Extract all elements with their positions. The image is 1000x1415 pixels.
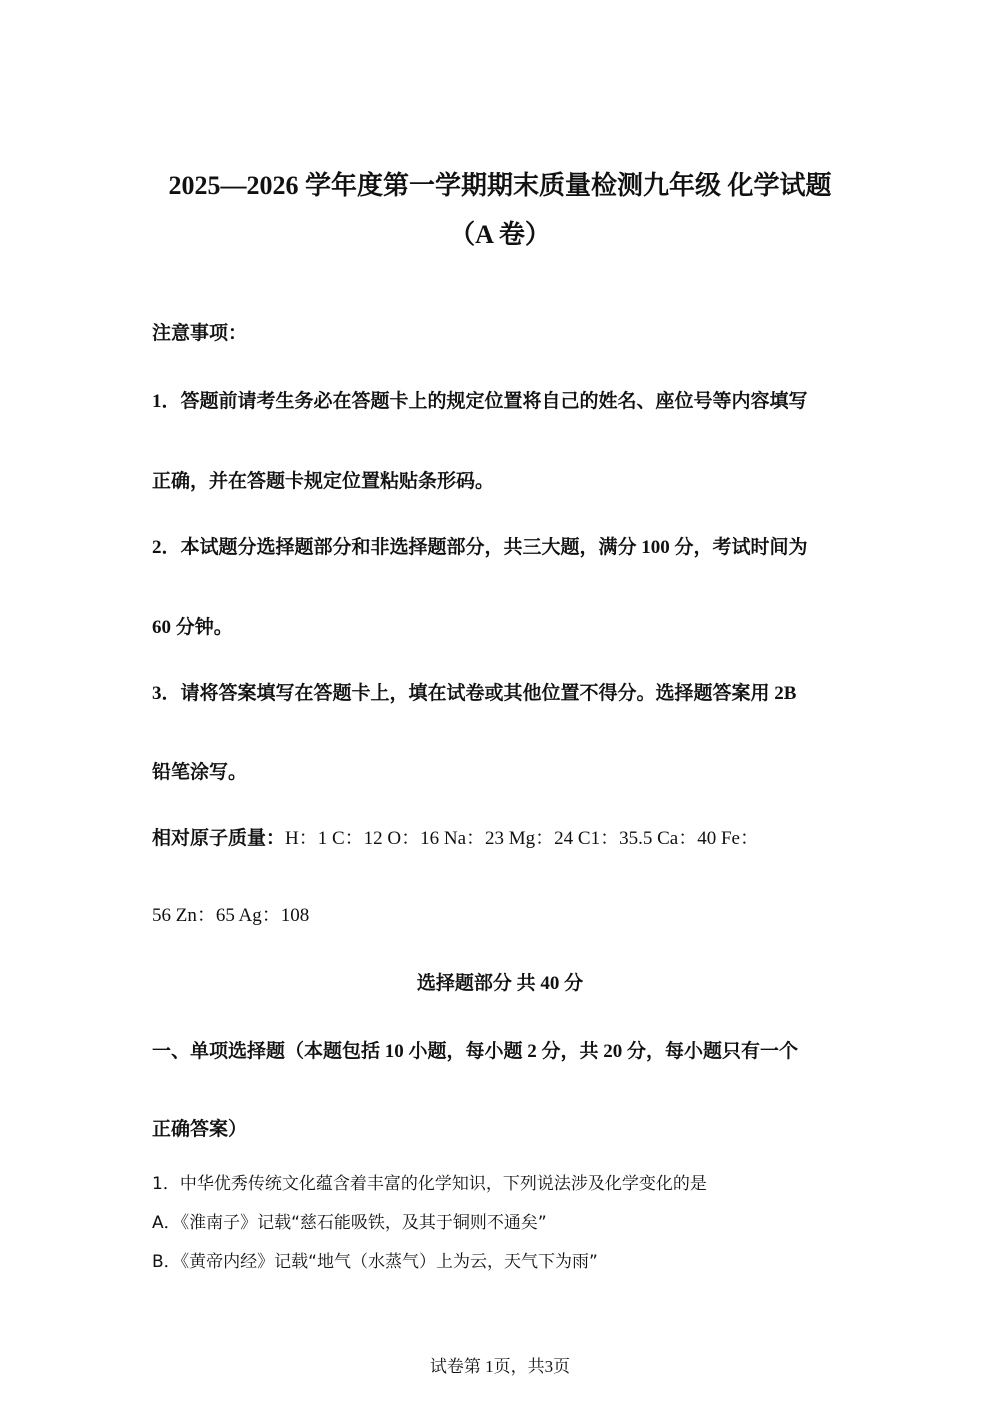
notice-item-2-line-1: 2．本试题分选择题部分和非选择题部分，共三大题，满分 100 分，考试时间为	[152, 537, 808, 558]
atomic-mass-label: 相对原子质量：	[152, 828, 286, 849]
notice-item-1-line-1: 1．答题前请考生务必在答题卡上的规定位置将自己的姓名、座位号等内容填写	[152, 391, 808, 412]
atomic-mass-values-1: H：1 C：12 O：16 Na：23 Mg：24 C1：35.5 Ca：40 Fe：	[285, 828, 759, 849]
part-1-heading-line-2: 正确答案）	[152, 1119, 248, 1140]
atomic-mass-values-2: 56 Zn：65 Ag：108	[152, 905, 310, 926]
question-1-option-a: A．《淮南子》记载“慈石能吸铁，及其于铜则不通矣”	[152, 1213, 547, 1233]
notice-heading: 注意事项：	[152, 323, 248, 344]
page-footer: 试卷第 1页，共3页	[429, 1357, 571, 1376]
notice-item-3-line-2: 铅笔涂写。	[152, 762, 248, 783]
exam-title: 2025—2026 学年度第一学期期末质量检测九年级 化学试题	[168, 171, 832, 200]
notice-item-3-line-1: 3．请将答案填写在答题卡上，填在试卷或其他位置不得分。选择题答案用 2B	[152, 683, 797, 704]
part-1-heading-line-1: 一、单项选择题（本题包括 10 小题，每小题 2 分，共 20 分，每小题只有一个	[152, 1041, 799, 1062]
exam-subtitle: （A 卷）	[449, 220, 551, 249]
atomic-mass-line-1	[152, 827, 759, 851]
notice-item-2-line-2: 60 分钟。	[152, 617, 233, 638]
question-1-option-b: B．《黄帝内经》记载“地气（水蒸气）上为云，天气下为雨”	[152, 1252, 598, 1272]
section-heading: 选择题部分 共 40 分	[416, 973, 584, 994]
question-1-stem: 1．中华优秀传统文化蕴含着丰富的化学知识，下列说法涉及化学变化的是	[152, 1174, 707, 1194]
notice-item-1-line-2: 正确，并在答题卡规定位置粘贴条形码。	[152, 471, 495, 492]
